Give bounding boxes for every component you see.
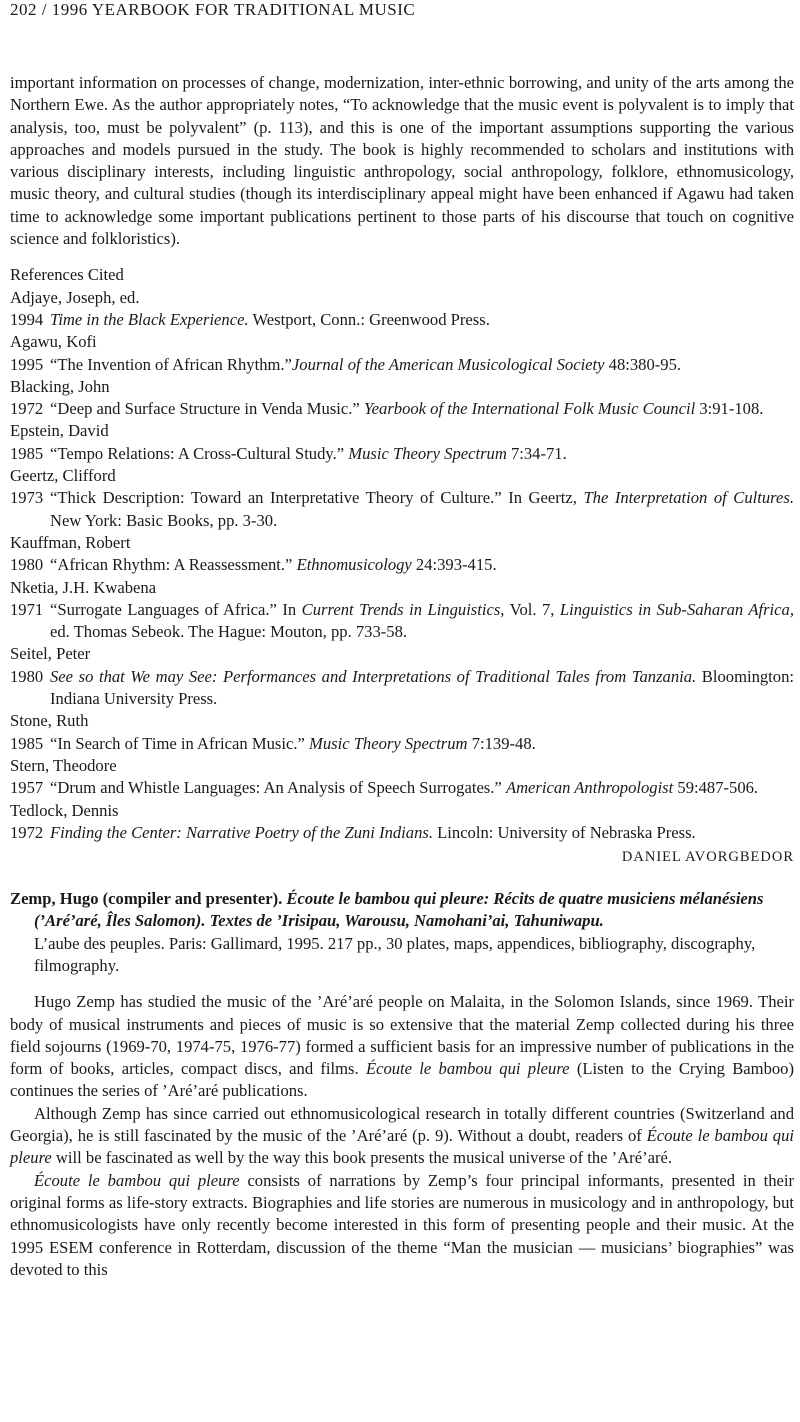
reference-item [10,755,794,800]
reference-text: “Deep and Surface Structure in Venda Music.” Yearbook of the International Folk Music Council 3:91-108. [50,399,764,419]
reference-item [10,800,794,845]
reference-year: 1971 [10,599,44,619]
reference-author: Agawu, Kofi [10,332,97,352]
reference-item [10,420,794,465]
reference-item [10,532,794,577]
body-paragraph: Écoute le bambou qui pleure consists of narrations by Zemp’s four principal informants, presented in their original forms as life-story extracts. Biographies and life stories are numerous in musicology and in anthropology, but ethnomusicologists have only recently become interested in this form of presenting people and their music. At the 1995 ESEM conference in Rotterdam, discussion of the theme “Man the musician — musicians’ biographies” was devoted to this [10,1170,794,1279]
reference-text: “Thick Description: Toward an Interpretative Theory of Culture.” In Geertz, The Interpretation of Cultures. New York: Basic Books, pp. 3-30. [50,488,794,530]
reference-author: Blacking, John [10,376,110,396]
reference-text: “The Invention of African Rhythm.”Journal of the American Musicological Society 48:380-95. [50,354,682,374]
review-heading-title: Écoute le bambou qui pleure: Récits de quatre musiciens mélanésiens (’Aré’aré, Îles Salomon). Textes de ’Irisipau, Warousu, Namohani’ai, Tahuniwapu. [34,889,764,931]
review-pubinfo: L’aube des peuples. Paris: Gallimard, 1995. 217 pp., 30 plates, maps, appendices, bibliography, discography, filmography. [34,933,756,975]
reference-item [10,331,794,376]
reference-text: “Surrogate Languages of Africa.” In Current Trends in Linguistics, Vol. 7, Linguistics in Sub-Saharan Africa, ed. Thomas Sebeok. The Hague: Mouton, pp. 733-58. [50,599,794,642]
reference-text: Time in the Black Experience. Westport, Conn.: Greenwood Press. [50,309,490,329]
reference-text: Finding the Center: Narrative Poetry of the Zuni Indians. Lincoln: University of Nebraska Press. [50,822,696,842]
review-heading-author: Zemp, Hugo (compiler and presenter). [10,889,283,909]
reference-text: See so that We may See: Performances and Interpretations of Traditional Tales from Tanzania. Bloomington: Indiana University Press. [50,666,794,709]
reference-year: 1994 [10,309,44,329]
reference-text: “In Search of Time in African Music.” Music Theory Spectrum 7:139-48. [50,733,536,753]
reference-text: “Drum and Whistle Languages: An Analysis of Speech Surrogates.” American Anthropologist 59:487-506. [50,778,759,798]
references-list [10,287,794,844]
reference-year: 1972 [10,822,44,842]
review-body [10,991,794,1281]
reference-year: 1980 [10,666,44,686]
reference-author: Kauffman, Robert [10,532,131,552]
reference-year: 1957 [10,778,44,798]
page [10,0,794,1281]
reference-year: 1985 [10,733,44,753]
reference-year: 1985 [10,443,44,463]
reference-item [10,577,794,644]
reference-item [10,287,794,332]
review-heading [10,888,794,977]
reviewer-signature: DANIEL AVORGBEDOR [621,849,794,866]
reference-author: Stone, Ruth [10,711,89,731]
reference-author: Nketia, J.H. Kwabena [10,577,157,597]
references-title: References Cited [10,265,124,285]
reference-author: Adjaye, Joseph, ed. [10,287,140,307]
reference-text: “African Rhythm: A Reassessment.” Ethnomusicology 24:393-415. [50,555,497,575]
reference-item [10,710,794,755]
reference-item [10,376,794,421]
reference-text: “Tempo Relations: A Cross-Cultural Study.” Music Theory Spectrum 7:34-71. [50,443,567,463]
reference-item [10,465,794,532]
reference-year: 1980 [10,555,44,575]
reference-year: 1995 [10,354,44,374]
reference-year: 1972 [10,399,44,419]
reference-author: Geertz, Clifford [10,466,116,486]
reference-author: Tedlock, Dennis [10,800,119,820]
intro-paragraph: important information on processes of change, modernization, inter-ethnic borrowing, and unity of the arts among the Northern Ewe. As the author appropriately notes, “To acknowledge that the music event is polyvalent is to imply that analysis, too, must be polyvalent” (p. 113), and this is one of the important assumptions supporting the various approaches and models pursued in the study. The book is highly recommended to scholars and institutions with various disciplinary interests, including linguistic anthropology, social anthropology, folklore, ethnomusicology, music theory, and cultural studies (though its interdisciplinary appeal might have been enhanced if Agawu had taken time to acknowledge some important publications pertinent to those parts of his discourse that touch on cognitive science and folkloristics). [10,73,794,249]
running-head: 202 / 1996 YEARBOOK FOR TRADITIONAL MUSIC [10,0,416,19]
reference-author: Seitel, Peter [10,644,91,664]
body-paragraph: Although Zemp has since carried out ethnomusicological research in totally different countries (Switzerland and Georgia), he is still fascinated by the music of the ’Aré’aré (p. 9). Without a doubt, readers of Écoute le bambou qui pleure will be fascinated as well by the way this book presents the musical universe of the ’Aré’aré. [10,1103,794,1168]
reference-year: 1973 [10,488,44,508]
body-paragraph: Hugo Zemp has studied the music of the ’Aré’aré people on Malaita, in the Solomon Islands, since 1969. Their body of musical instruments and pieces of music is so extensive that the material Zemp collected during his three field sojourns (1969-70, 1974-75, 1976-77) formed a sufficient basis for an impressive number of publications in the form of books, articles, compact discs, and films. Écoute le bambou qui pleure (Listen to the Crying Bamboo) continues the series of ’Aré’aré publications. [10,992,794,1101]
reference-author: Stern, Theodore [10,755,117,775]
reference-author: Epstein, David [10,421,109,441]
reference-item [10,643,794,710]
